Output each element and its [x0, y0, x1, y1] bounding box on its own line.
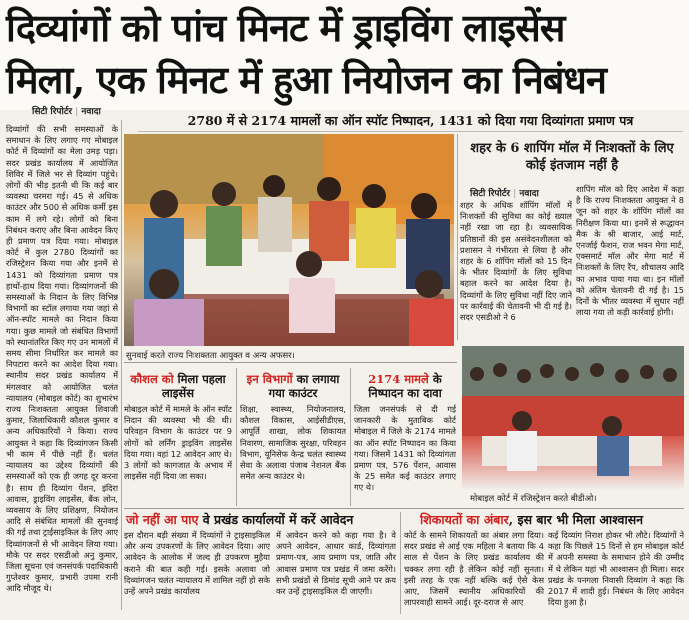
side-byline-separator: | [513, 189, 517, 199]
box3-title-red: 2174 मामले [368, 372, 429, 386]
boxes-top-rule [124, 362, 457, 363]
bottom-right-col1: कोर्ट के सामने शिकायतों का अंबार लगा दिया। सदर प्रखंड से आई एक महिला ने बताया कि 4 साल से पेंशन के लिए प्रखंड कार्यालय की चक्कर लगा रही है लेकिन कोई नहीं सुनता। इसी तरह के एक नहीं बल्कि कई ऐसे केस आए, जिसमें स्थानीय अधिकारियों की लापरवाही सामने आई। दूर-दराज से आए [404, 530, 544, 608]
bottom-top-rule [124, 508, 684, 509]
headline-line-1: दिव्यांगों को पांच मिनट में ड्राइविंग लाइसेंस [6, 5, 565, 50]
headline [0, 0, 689, 110]
box2-title [240, 372, 346, 400]
bottom-left-title-red: जो नहीं आ पाए [126, 512, 199, 527]
side-divider [457, 134, 458, 340]
bottom-left-title-rest: वे प्रखंड कार्यालयों में करें आवेदन [198, 512, 354, 527]
box1-title-rest: मिला पहला लाइसेंस [162, 372, 226, 400]
main-byline [32, 104, 101, 117]
box-divider-1 [236, 368, 237, 506]
side-story-col2: शापिंग मॉल को दिए आदेश में कहा है कि राज्य निःशक्तता आयुक्त ने 8 जून को शहर के शॉपिंग मॉलों का निरीक्षण किया था। इनमें से रूद्धावन मैक के श्री बाजार, आई मार्ट, एनर्जाई फैशन, राज भवन मेगा मार्ट, एक्समार्ट मॉल और मेगा मार्ट में निःशक्तों के लिए रैंप, शौचालय आदि का अभाव पाया गया था। इन मॉलों को अंतिम चेतावनी दी गई है। 15 दिनों के भीतर व्यवस्था में सुधार नहीं लाया गया तो कड़ी कार्रवाई होगी। [576, 184, 684, 318]
bottom-divider [400, 512, 401, 614]
photo1-caption: सुनवाई करते राज्य निःशक्तता आयुक्त व अन्य अफसर। [126, 351, 295, 361]
reporter-name: सिटी रिपोर्टर [32, 107, 73, 117]
box2-text: शिक्षा, स्वास्थ्य, नियोजनालय, कौशल विकास, आईसीडीएस, आपूर्ति शाखा, लोक शिकायत निवारण, सामाजिक सुरक्षा, परिवहन विभाग, यूनिसेफ केन्द्र चलंत स्वास्थ्य सेवा के अलावा पंजाब नेशनल बैंक समेत अन्य काउंटर थे। [240, 404, 346, 482]
box1-title-red: कौशल को [130, 372, 174, 386]
headline-line-2: मिला, एक मिनट में हुआ नियोजन का निबंधन [6, 57, 606, 102]
box-divider-2 [350, 368, 351, 506]
bottom-right-col2: कई दिव्यांग निराश होकर भी लौटे। दिव्यांगों ने कहा कि पिछले 15 दिनों से हम मोबाइल कोर्ट में अपनी समस्या के समाधान होने की उम्मीद में थे लेकिन यहां भी आश्वासन ही मिला। सदर प्रखंड के पनगला निवासी दिव्यांग ने कहा कि 2017 में शादी हुई। निबंधन के लिए आवेदन दिया हुआ है। [548, 530, 684, 608]
bottom-left-title [126, 511, 353, 528]
reporter-place: नवादा [81, 107, 101, 117]
side-reporter-place: नवादा [519, 189, 539, 199]
box1-text: मोबाइल कोर्ट में मामले के ऑन स्पॉट निदान की व्यवस्था भी की थी। परिवहन विभाग के काउंटर पर 9 लोगों को लर्निंग ड्राइविंग लाइसेंस दिया गया। वहां 12 आवेदन आए थे। 3 लोगों को कागजात के अभाव में लाइसेंस नहीं दिया जा सका। [124, 404, 232, 482]
court-hearing-photo [124, 134, 454, 346]
side-story-title: शहर के 6 शापिंग मॉल में निःशक्तों के लिए कोई इंतजाम नहीं है [470, 141, 674, 173]
court-hearing-photo-art [124, 134, 454, 346]
column-divider [121, 120, 122, 610]
photo2-caption: मोबाइल कोर्ट में रजिस्ट्रेशन करते बीडीओ। [470, 494, 597, 504]
box3-title-rest: के निष्पादन का दावा [368, 372, 442, 400]
box3-title [354, 372, 456, 400]
bottom-right-title-rest: , इस बार भी मिला आश्वासन [508, 512, 644, 527]
box2-title-rest: का लगाया गया काउंटर [268, 372, 340, 400]
subhead: 2780 में से 2174 मामलों का ऑन स्पॉट निष्पादन, 1431 को दिया गया दिव्यांगता प्रमाण पत्र [138, 110, 683, 132]
side-story-col1: शहर के अधिक शॉपिंग मॉलों में निःशक्तों की सुविधा का कोई ख्याल नहीं रखा जा रहा है। व्यवसायिक प्रतिष्ठानों की इस असंवेदनशीलता को प्रशासन ने गंभीरता से लिया है और शहर के 6 शॉपिंग मॉलों को 15 दिन के भीतर दिव्यांगों के लिए सुविधा बहाल करने का आदेश दिया है। दिव्यांगों के लिए सुविधा नहीं दिए जाने पर कार्रवाई की चेतावनी भी दी गई है। सदर एसडीओ ने 6 [460, 200, 572, 323]
bottom-left-col1: इस दौरान बड़ी संख्या में दिव्यांगों ने ट्राइसाइकिल और अन्य उपकरणों के लिए आवेदन दिया। आए आवेदन के आलोक में जल्द ही उपकरण मुहैया कराने की बात कही गई। इसके अलावा जो दिव्यांगजन चलंत न्यायालय में शामिल नहीं हो सके उन्हें अपने प्रखंड कार्यालय [124, 530, 270, 597]
bottom-right-title [420, 511, 643, 528]
left-column-text: दिव्यांगों की सभी समस्याओं के समाधान के लिए लगाए गए मोबाइल कोर्ट में दिव्यांगों का मेला उमड़ पड़ा। सदर प्रखंड कार्यालय में आयोजित शिविर में जिले भर से दिव्यांग पहुंचे। लोगों की भीड़ इतनी थी कि कई बार व्यवस्था चरमरा गई। 45 से अधिक काउंटर और 500 से अधिक कर्मी इस काम में लगे रहे। लोगों को बिना निबंधन कराए और बिना आवेदन किए ही प्रमाण पत्र दिया गया। मोबाइल कोर्ट में कुल 2780 दिव्यांगों का रजिस्ट्रेशन किया गया और इनमें से 1431 को दिव्यांगता प्रमाण पत्र हाथों-हाथ दिया गया। दिव्यांगजनों की समस्याओं के निदान के लिए विभिन्न विभागों का स्टॉल लगाया गया जहां से ऑन-स्पॉट मामले का निदान किया गया। कुछ मामले जो संबंधित विभागों को स्थानांतरित किए गए उन मामलों में समय सीमा निर्धारित कर मामले का निपटारा करने का आदेश दिया गया। स्थानीय सदर प्रखंड कार्यालय में मंगलवार को आयोजित चलंत न्यायालय (मोबाइल कोर्ट) का शुभारंभ राज्य निःशक्तता आयुक्त शिवाजी कुमार, जिलाधिकारी कौशल कुमार व अन्य अधिकारियों ने किया। राज्य आयुक्त ने कहा कि दिव्यांगजन किसी भी काम में पीछे नहीं हैं। चलंत न्यायालय का उद्देश्य दिव्यांगों की समस्याओं को एक ही जगह दूर करना है। साथ ही दिव्यांग पेंशन, इंदिरा आवास, ड्राइविंग लाइसेंस, बैंक लोन, व्यवसाय के लिए प्रशिक्षण, नियोजन आदि से संबंधित मामलों की सुनवाई की गई तथा ट्राईसाइकिल के लिए आए दिव्यांगजनों से भी आवेदन लिया गया। मौके पर सदर एसडीओ अनु कुमार, जिला सूचना एवं जनसंपर्क पदाधिकारी गुप्तेश्वर कुमार, प्रभारी उपमा रानी आदि मौजूद थे। [6, 124, 118, 594]
byline-separator: | [75, 107, 79, 117]
registration-photo [462, 346, 684, 490]
registration-photo-art [462, 346, 684, 490]
box3-text: जिला जनसंपर्क से दी गई जानकारी के मुताबिक कोर्ट मोबाइल में जिले के 2174 मामले का ऑन स्पॉट निष्पादन का किया गया। जिसमें 1431 को दिव्यांगता प्रमाण पत्र, 576 पेंशन, आवास के 25 समेत कई काउंटर लगाए गए थे। [354, 404, 456, 493]
bottom-left-col2: में आवेदन करने को कहा गया है। वे अपने आवेदन, आधार कार्ड, दिव्यांगता प्रमाण-पत्र, आय प्रमाण पत्र, जाति और आवास प्रमाण पत्र प्रखंड में जमा करेंगे। सभी प्रखंडों से डिमांड सूची आने पर क्रय कर उन्हें ट्राइसाइकिल दी जाएगी। [276, 530, 396, 597]
bottom-right-title-red: शिकायतों का अंबार [420, 512, 509, 527]
side-story-byline [470, 186, 539, 199]
box2-title-red: इन विभागों [246, 372, 293, 386]
side-reporter-name: सिटी रिपोर्टर [470, 189, 511, 199]
box1-title [124, 372, 232, 400]
